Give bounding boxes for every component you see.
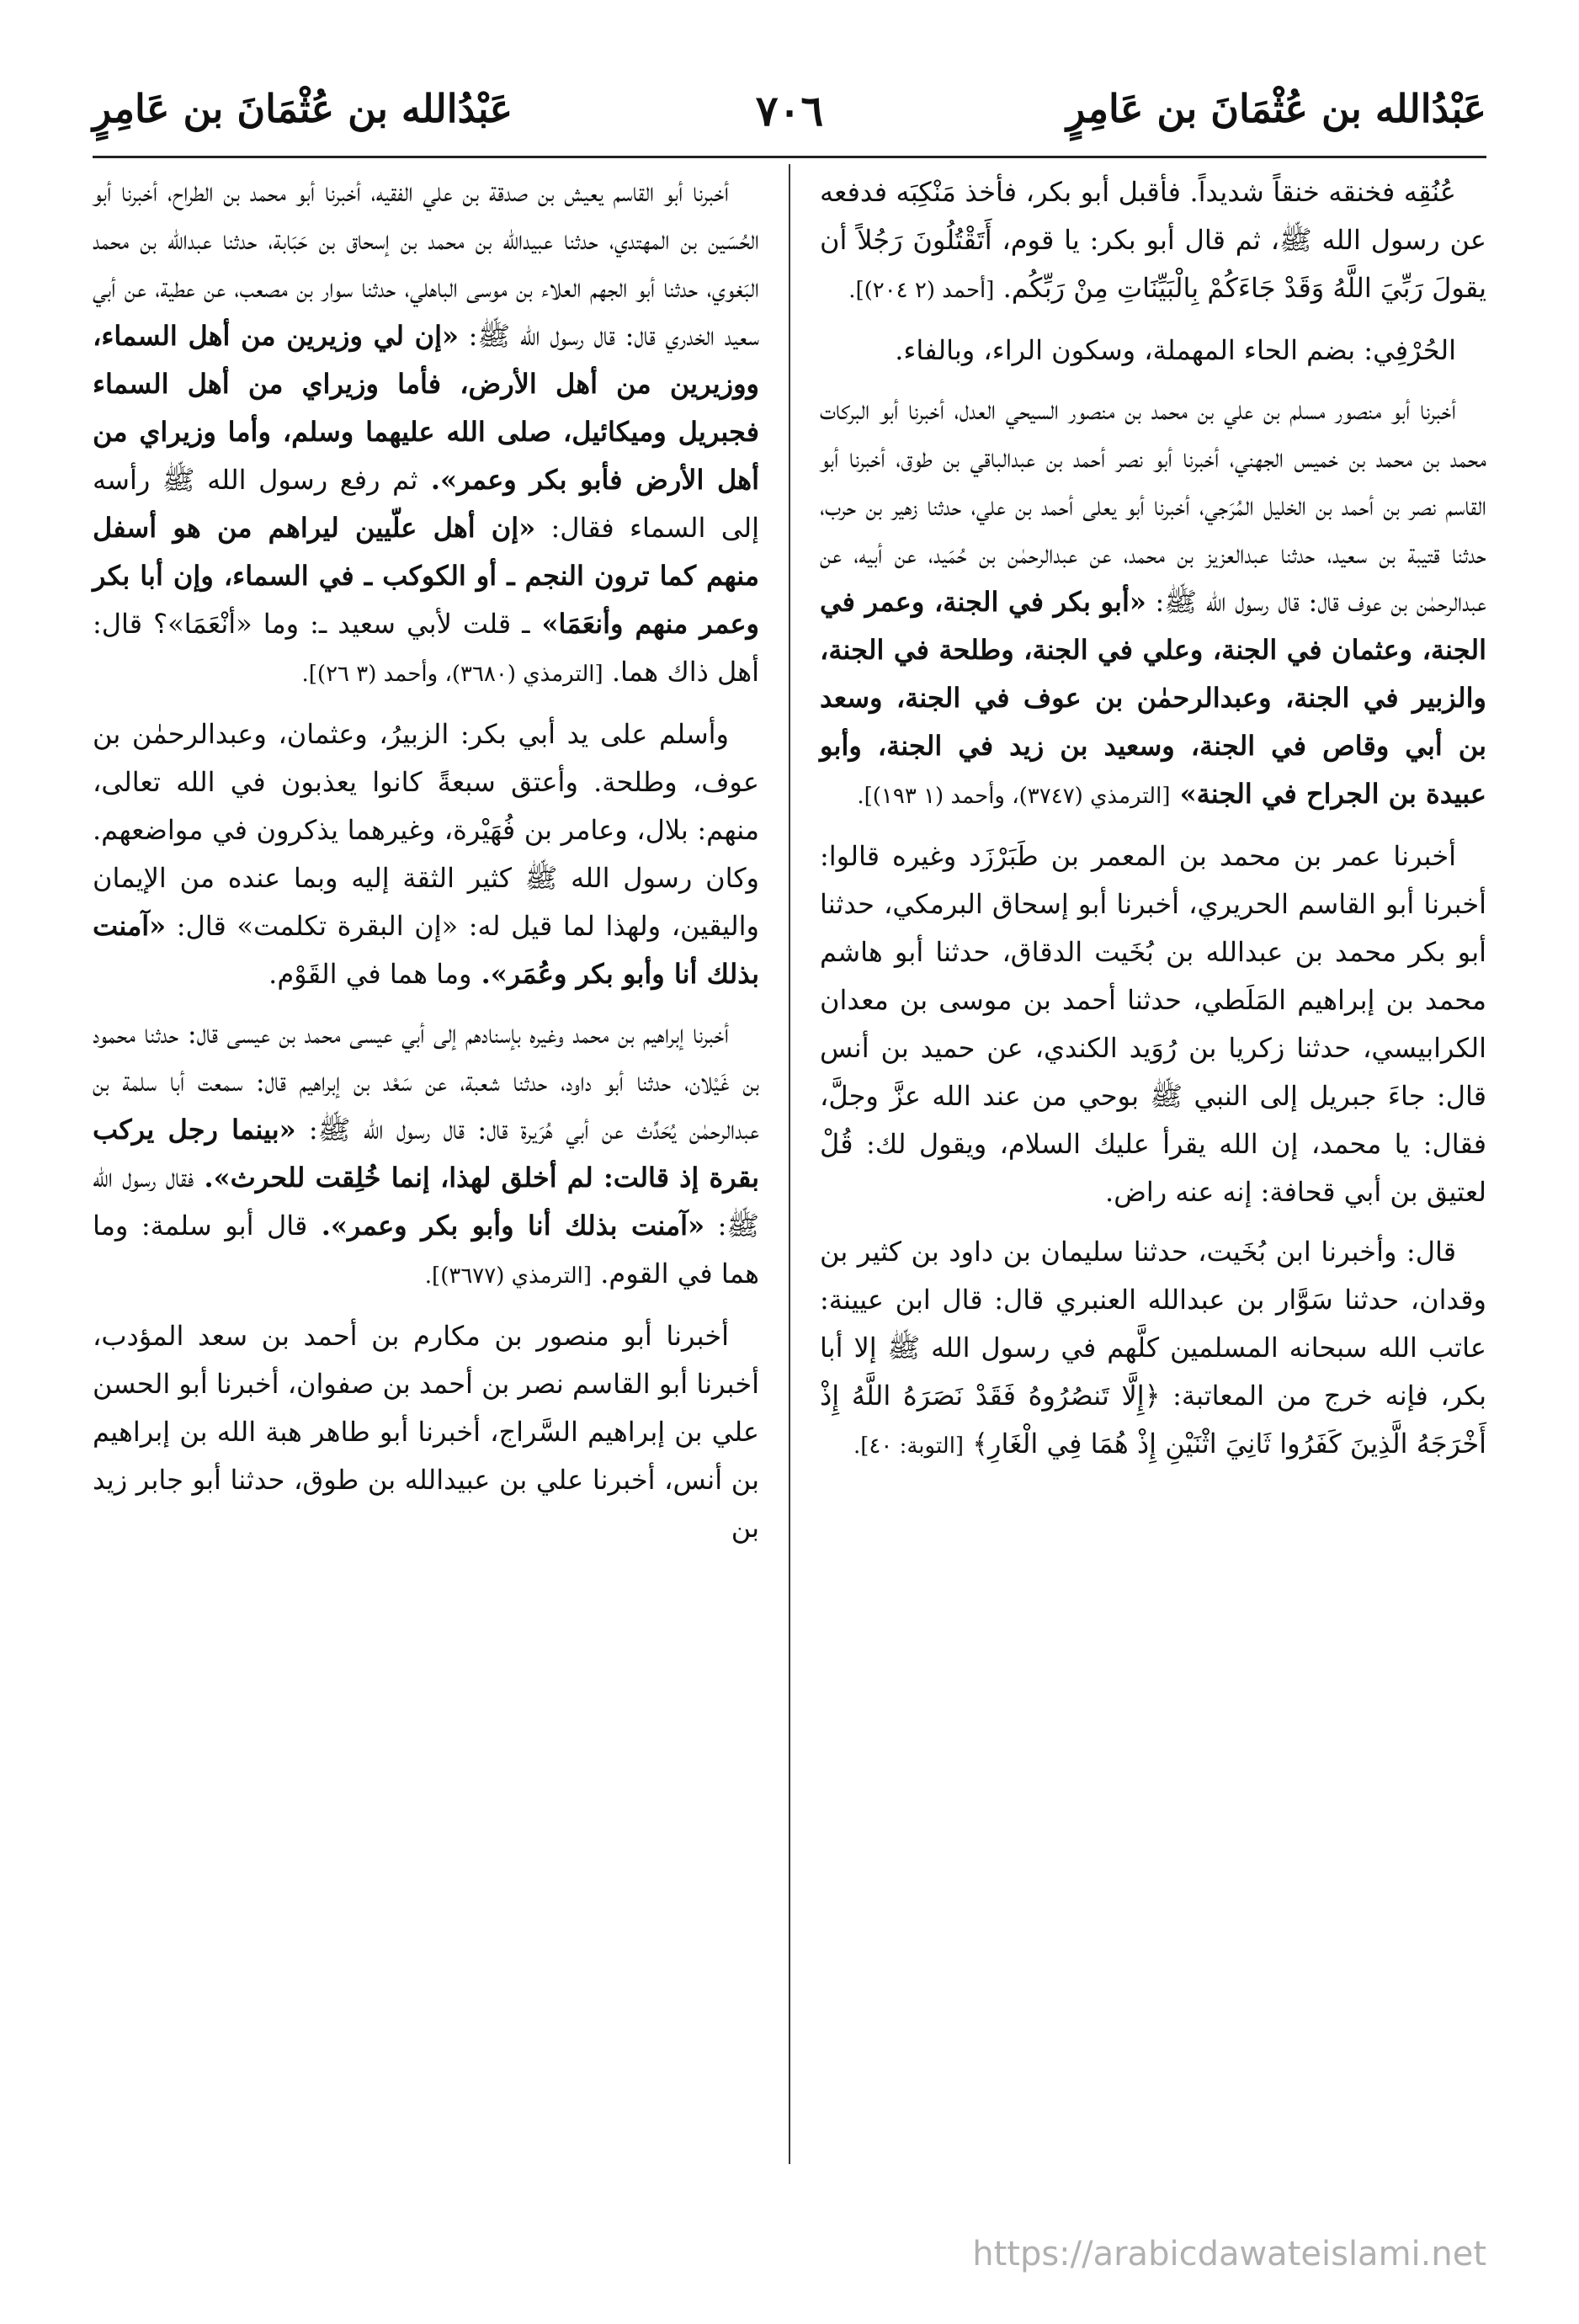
- citation: [الترمذي (٣٦٨٠)، وأحمد (٣ ٢٦)].: [301, 662, 603, 687]
- right-column-paragraph: [820, 1228, 1486, 1470]
- hadith-text: «أبو بكر في الجنة، وعمر في الجنة، وعثمان في الجنة، وعلي في الجنة، وطلحة في الجنة، والزبير في الجنة، وعبدالرحمٰن بن عوف في الجنة، وسعد بن أبي وقاص في الجنة، وسعيد بن زيد في الجنة، وأبو عبيدة بن الجراح في الجنة»: [820, 586, 1487, 810]
- citation: [الترمذي (٣٦٧٧)].: [424, 1263, 593, 1289]
- text-segment: قال: وأخبرنا ابن بُخَيت، حدثنا سليمان بن داود بن كثير بن وقدان، حدثنا سَوَّار بن عبدالله العنبري قال: قال ابن عيينة: عاتب الله سبحانه المسلمين كلَّهم في رسول الله ﷺ إلا أبا بكر، فإنه خرج من المعاتبة:: [820, 1236, 1487, 1412]
- right-column-paragraph: [820, 327, 1486, 375]
- left-column-paragraph: [93, 1010, 759, 1300]
- page-number: ٧٠٦: [755, 86, 824, 136]
- running-head-right-title: عَبْدُالله بن عُثْمَانَ بن عَامِرٍ: [1066, 86, 1486, 131]
- right-column-paragraph: [820, 386, 1486, 821]
- text-segment: عُنُقِه فخنقه خنقاً شديداً. فأقبل أبو بكر، فأخذ مَنْكِبَه فدفعه عن رسول الله ﷺ، ثم قال أبو بكر: يا قوم، أَتَقْتُلُونَ رَجُلاً أن يقولَ رَبِّيَ اللَّهُ وَقَدْ جَاءَكُمْ بِالْبَيِّنَاتِ مِنْ رَبِّكُم.: [820, 176, 1486, 304]
- text-segment: أخبرنا أبو القاسم يعيش بن صدقة بن علي الفقيه، أخبرنا أبو محمد بن الطراح، أخبرنا أبو الحُسَين بن المهتدي، حدثنا عبيدالله بن محمد بن إسحاق بن حَبَابة، حدثنا عبدالله بن محمد البَغوي، حدثنا أبو الجهم العلاء بن موسى الباهلي، حدثنا سوار بن مصعب، عن عطية، عن أبي سعيد الخدري قال: قال رسول الله ﷺ:: [93, 176, 760, 352]
- left-column-paragraph: [93, 168, 759, 699]
- text-segment: وأسلم على يد أبي بكر: الزبيرُ، وعثمان، وعبدالرحمٰن بن عوف، وطلحة. وأعتق سبعةً كانوا يعذبون في الله تعالى، منهم: بلال، وعامر بن فُهَيْرة، وغيرهما يذكرون في مواضعهم. وكان رسول الله ﷺ كثير الثقة إليه وبما عنده من الإيمان واليقين، ولهذا لما قيل له: «إن البقرة تكلمت» قال:: [93, 718, 759, 942]
- citation: [التوبة: ٤٠].: [853, 1433, 965, 1459]
- text-segment: ثم رفع رسول الله ﷺ رأسه إلى السماء فقال:: [93, 464, 760, 544]
- right-column: [820, 168, 1486, 1482]
- hadith-text: «آمنت بذلك أنا وأبو بكر وعُمَر».: [93, 910, 759, 990]
- text-segment: وما هما في القَوْم.: [268, 958, 472, 990]
- text-segment: أخبرنا أبو منصور بن مكارم بن أحمد بن سعد المؤدب، أخبرنا أبو القاسم نصر بن أحمد بن صفوان، أخبرنا أبو الحسن علي بن إبراهيم السَّراج، أخبرنا أبو طاهر هبة الله بن إبراهيم بن أنس، أخبرنا علي بن عبيدالله بن طوق، حدثنا أبو جابر زيد بن: [93, 1320, 759, 1544]
- left-column-paragraph: [93, 710, 759, 998]
- text-segment: أخبرنا إبراهيم بن محمد وغيره بإسنادهم إلى أبي عيسى محمد بن عيسى قال: حدثنا محمود بن غَيْلان، حدثنا أبو داود، حدثنا شعبة، عن سَعْد بن إبراهيم قال: سمعت أبا سلمة بن عبدالرحمٰن يُحَدِّث عن أبي هُرَيرة قال: قال رسول الله ﷺ:: [93, 1018, 760, 1146]
- citation: [الترمذي (٣٧٤٧)، وأحمد (١ ١٩٣)].: [857, 784, 1171, 809]
- right-column-paragraph: [820, 832, 1486, 1216]
- right-column-paragraph: [820, 168, 1486, 315]
- text-segment: أخبرنا أبو منصور مسلم بن علي بن محمد بن منصور السيحي العدل، أخبرنا أبو البركات محمد بن محمد بن خميس الجهني، أخبرنا أبو نصر أحمد بن عبدالباقي بن طوق، أخبرنا أبو القاسم نصر بن أحمد بن الخليل المُرَجي، أخبرنا أبو يعلى أحمد بن علي، حدثنا زهير بن حرب، حدثنا قتيبة بن سعيد، حدثنا عبدالعزيز بن محمد، عن عبدالرحمٰن بن حُمَيد، عن أبيه، عن عبدالرحمٰن بن عوف قال: قال رسول الله ﷺ:: [820, 394, 1487, 618]
- hadith-text: «إن أهل علّيين ليراهم من هو أسفل منهم كما ترون النجم ـ أو الكوكب ـ في السماء، وإن أبا بكر وعمر منهم وأنعَمَا»: [93, 512, 760, 640]
- left-column-paragraph: [93, 1312, 759, 1552]
- hadith-text: «بينما رجل يركب بقرة إذ قالت: لم أخلق لهذا، إنما خُلِقت للحرث».: [93, 1114, 759, 1194]
- text-segment: فقال رسول الله ﷺ:: [93, 1162, 759, 1242]
- header-rule: [93, 156, 1486, 158]
- text-segment: الحُرْفِي: بضم الحاء المهملة، وسكون الراء، وبالفاء.: [895, 334, 1456, 366]
- hadith-text: «إن لي وزيرين من أهل السماء، ووزيرين من أهل الأرض، فأما وزيراي من أهل السماء فجبريل وميكائيل، صلى الله عليهما وسلم، وأما وزيراي من أهل الأرض فأبو بكر وعمر».: [93, 320, 760, 496]
- running-head-left-title: عَبْدُالله بن عُثْمَانَ بن عَامِرٍ: [93, 86, 513, 131]
- left-column: [93, 168, 759, 1564]
- text-segment: أخبرنا عمر بن محمد بن المعمر بن طَبَرْزَد وغيره قالوا: أخبرنا أبو القاسم الحريري، أخبرنا أبو إسحاق البرمكي، حدثنا أبو بكر محمد بن عبدالله بن بُخَيت الدقاق، حدثنا أبو هاشم محمد بن إبراهيم المَلَطي، حدثنا أحمد بن موسى بن معدان الكرابيسي، حدثنا زكريا بن رُوَيد الكندي، عن حميد بن أنس قال: جاءَ جبريل إلى النبي ﷺ بوحي من عند الله عزَّ وجلَّ، فقال: يا محمد، إن الله يقرأ عليك السلام، ويقول لك: قُلْ لعتيق بن أبي قحافة: إنه عنه راض.: [820, 840, 1487, 1208]
- watermark-url: https://arabicdawateislami.net: [972, 2235, 1486, 2273]
- quran-verse: ﴿إِلَّا تَنصُرُوهُ فَقَدْ نَصَرَهُ اللَّهُ إِذْ أَخْرَجَهُ الَّذِينَ كَفَرُوا ثَانِيَ اثْنَيْنِ إِذْ هُمَا فِي الْغَارِ﴾: [820, 1380, 1486, 1460]
- text-segment: قال أبو سلمة: وما هما في القوم.: [93, 1210, 759, 1290]
- column-divider: [789, 164, 790, 2164]
- text-segment: ـ قلت لأبي سعيد ـ: وما «أنْعَمَا»؟ قال: أهل ذاك هما.: [93, 608, 759, 688]
- citation: [أحمد (٢ ٢٠٤)].: [848, 278, 995, 303]
- hadith-text: «آمنت بذلك أنا وأبو بكر وعمر».: [307, 1210, 705, 1242]
- running-head: [93, 77, 1486, 145]
